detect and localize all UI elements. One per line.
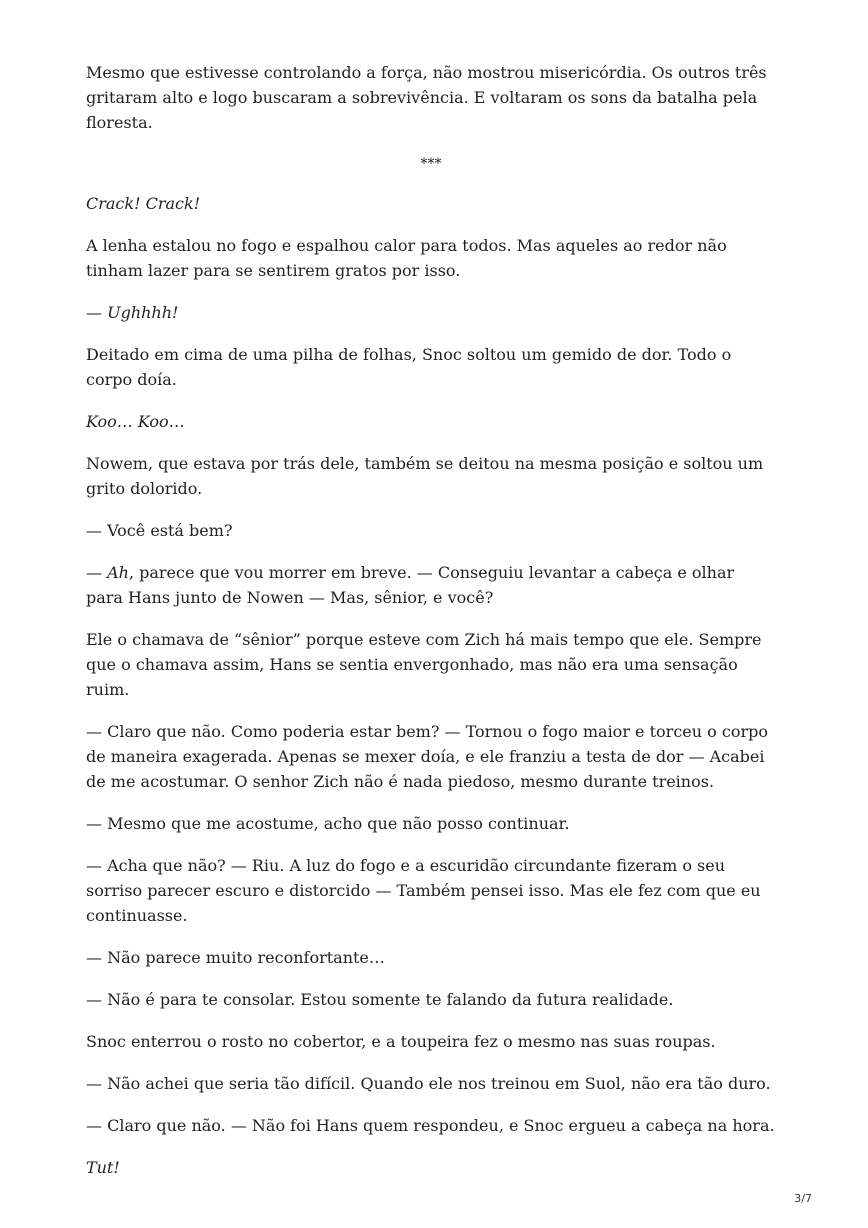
paragraph: — Você está bem? bbox=[86, 521, 233, 540]
paragraph: Ele o chamava de “sênior” porque esteve com Zich há mais tempo que ele. Sempre que o chamava assim, Hans se sentia envergonhado, mas não era uma sensação ruim. bbox=[86, 630, 762, 699]
paragraph: — Mesmo que me acostume, acho que não posso continuar. bbox=[86, 814, 570, 833]
dash: — bbox=[86, 563, 108, 582]
page-number: 3/7 bbox=[794, 1192, 812, 1205]
paragraph-text: , parece que vou morrer em breve. — Conseguiu levantar a cabeça e olhar para Hans junto de Nowen — Mas, sênior, e você? bbox=[86, 563, 735, 607]
scene-separator: *** bbox=[420, 156, 442, 172]
paragraph: A lenha estalou no fogo e espalhou calor para todos. Mas aqueles ao redor não tinham lazer para se sentirem gratos por isso. bbox=[86, 236, 727, 280]
paragraph: Snoc enterrou o rosto no cobertor, e a toupeira fez o mesmo nas suas roupas. bbox=[86, 1032, 716, 1051]
paragraph: — Claro que não. Como poderia estar bem? — Tornou o fogo maior e torceu o corpo de maneira exagerada. Apenas se mexer doía, e ele franziu a testa de dor — Acabei de me acostumar. O senhor Zich não é nada piedoso, mesmo durante treinos. bbox=[86, 722, 768, 791]
paragraph: — Claro que não. — Não foi Hans quem respondeu, e Snoc ergueu a cabeça na hora. bbox=[86, 1116, 775, 1135]
paragraph: — Não parece muito reconfortante… bbox=[86, 948, 385, 967]
dash: — bbox=[86, 303, 108, 322]
italic-text: Koo… Koo… bbox=[86, 412, 185, 431]
paragraph bbox=[86, 191, 776, 216]
paragraph bbox=[86, 1155, 776, 1180]
paragraph bbox=[86, 409, 776, 434]
document-body bbox=[86, 60, 776, 1197]
paragraph: — Acha que não? — Riu. A luz do fogo e a escuridão circundante fizeram o seu sorriso parecer escuro e distorcido — Também pensei isso. Mas ele fez com que eu continuasse. bbox=[86, 856, 761, 925]
paragraph: Mesmo que estivesse controlando a força, não mostrou misericórdia. Os outros três gritaram alto e logo buscaram a sobrevivência. E voltaram os sons da batalha pela floresta. bbox=[86, 63, 767, 132]
italic-text: Tut! bbox=[86, 1158, 120, 1177]
italic-text: Crack! Crack! bbox=[86, 194, 201, 213]
paragraph: — Não achei que seria tão difícil. Quando ele nos treinou em Suol, não era tão duro. bbox=[86, 1074, 771, 1093]
paragraph bbox=[86, 560, 776, 610]
italic-text: Ughhhh! bbox=[107, 303, 179, 322]
paragraph: Nowem, que estava por trás dele, também se deitou na mesma posição e soltou um grito dolorido. bbox=[86, 454, 764, 498]
paragraph: — Não é para te consolar. Estou somente te falando da futura realidade. bbox=[86, 990, 674, 1009]
paragraph bbox=[86, 300, 776, 325]
italic-text: Ah bbox=[107, 563, 129, 582]
paragraph: Deitado em cima de uma pilha de folhas, Snoc soltou um gemido de dor. Todo o corpo doía. bbox=[86, 345, 732, 389]
